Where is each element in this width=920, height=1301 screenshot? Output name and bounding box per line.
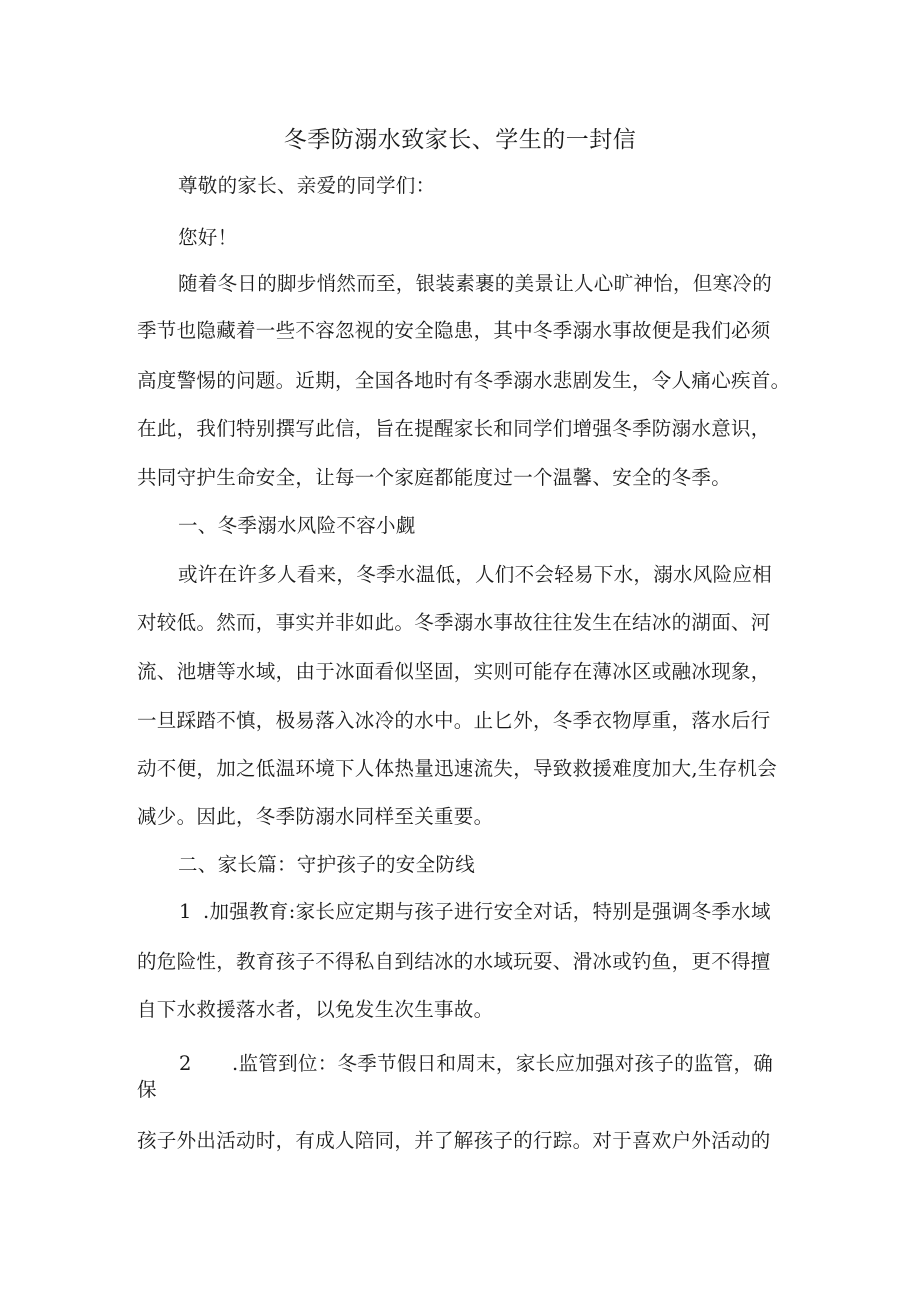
section-heading-2: 二、家长篇：守护孩子的安全防线 [178, 853, 476, 876]
intro-line: 季节也隐藏着一些不容忽视的安全隐患，其中冬季溺水事故便是我们必须 [137, 319, 771, 342]
intro-line: 随着冬日的脚步悄然而至，银装素裹的美景让人心旷神怡，但寒冷的 [178, 272, 773, 295]
section-heading-1: 一、冬季溺水风险不容小觑 [178, 514, 416, 537]
item1-line: 的危险性，教育孩子不得私自到结冰的水域玩耍、滑冰或钓鱼，更不得擅 [137, 950, 771, 973]
section1-line: 流、池塘等水域，由于冰面看似坚固，实则可能存在薄冰区或融冰现象， [137, 660, 771, 683]
item2-line: .监管到位：冬季节假日和周末，家长应加强对孩子的监管，确 [232, 1052, 774, 1075]
greeting: 尊敬的家长、亲爱的同学们： [178, 174, 436, 197]
section1-line: 一旦踩踏不慎，极易落入冰冷的水中。止匕外，冬季衣物厚重，落水后行 [137, 709, 771, 732]
document-title: 冬季防溺水致家长、学生的一封信 [283, 127, 637, 153]
item1-line: 自下水救援落水者，以免发生次生事故。 [137, 998, 494, 1021]
item1-line: .加强教育:家长应定期与孩子进行安全对话，特别是强调冬季水域 [203, 900, 771, 923]
item2-line: 孩子外出活动时，有成人陪同，并了解孩子的行踪。对于喜欢户外活动的 [137, 1129, 771, 1152]
hello: 您好！ [178, 226, 238, 249]
intro-line: 高度警惕的问题。近期，全国各地时有冬季溺水悲剧发生，令人痛心疾首。 [137, 369, 791, 392]
item2-number: 2 [179, 1052, 192, 1075]
section1-line: 减少。因此，冬季防溺水同样至关重要。 [137, 805, 494, 828]
section1-line: 对较低。然而，事实并非如此。冬季溺水事故往往发生在结冰的湖面、河 [137, 611, 771, 634]
intro-line: 在此，我们特别撰写此信，旨在提醒家长和同学们增强冬季防溺水意识， [137, 417, 771, 440]
item2-wrap: 保 [137, 1078, 157, 1101]
section1-line: 或许在许多人看来，冬季水温低，人们不会轻易下水，溺水风险应相 [178, 563, 773, 586]
section1-line: 动不便，加之低温环境下人体热量迅速流失，导致救援难度加大,生存机会 [137, 757, 778, 780]
intro-line: 共同守护生命安全，让每一个家庭都能度过一个温馨、安全的冬季。 [137, 466, 732, 489]
item1-number: 1 [179, 900, 192, 923]
